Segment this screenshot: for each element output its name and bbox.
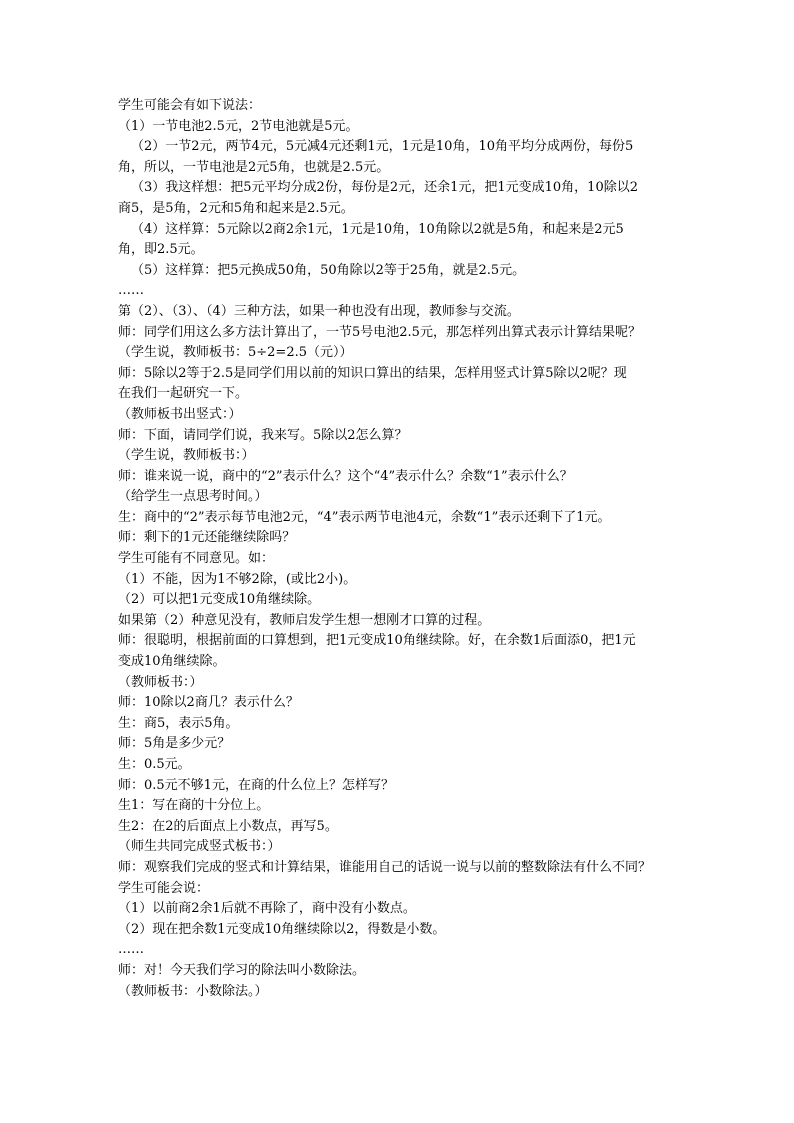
paragraph-line: 生：商中的“2”表示每节电池2元，“4”表示两节电池4元，余数“1”表示还剩下了1元。: [118, 509, 611, 525]
paragraph-line: 学生可能会有如下说法：: [118, 98, 262, 113]
paragraph-line: 师：下面，请同学们说，我来写。5除以2怎么算？: [118, 427, 408, 443]
paragraph-line: （学生说，教师板书：5÷2=2.5（元））: [118, 345, 353, 361]
paragraph-line: 学生可能有不同意见。如：: [118, 551, 275, 567]
paragraph-line: （2）一节2元，两节4元，5元减4元还剩1元，1元是10角，10角平均分成两份，每份5: [131, 139, 634, 155]
paragraph-line: 生：商5，表示5角。: [118, 715, 239, 731]
paragraph-line: （2）可以把1元变成10角继续除。: [118, 592, 321, 608]
paragraph-line: 师：观察我们完成的竖式和计算结果，谁能用自己的话说一说与以前的整数除法有什么不同？: [118, 859, 652, 875]
paragraph-line: （师生共同完成竖式板书：）: [118, 839, 281, 855]
document-page: [118, 96, 704, 1002]
paragraph-line: 在我们一起研究一下。: [118, 386, 249, 402]
paragraph-line: 师：0.5元不够1元，在商的什么位上？怎样写？: [118, 777, 394, 793]
paragraph-line: 生：0.5元。: [118, 757, 191, 772]
paragraph-line: （教师板书出竖式：）: [118, 406, 242, 422]
paragraph-line: （1）不能，因为1不够2除，(或比2小)。: [118, 571, 357, 587]
paragraph-line: 第（2）、（3）、（4）三种方法，如果一种也没有出现，教师参与交流。: [118, 303, 520, 319]
paragraph-line: （教师板书：小数除法。）: [118, 983, 268, 999]
paragraph-line: 师：同学们用这么多方法计算出了，一节5号电池2.5元，那怎样列出算式表示计算结果呢？: [118, 324, 641, 340]
paragraph-line: （给学生一点思考时间。）: [118, 489, 268, 505]
paragraph-line: （学生说，教师板书：）: [118, 448, 255, 464]
paragraph-line: （5）这样算：把5元换成50角，50角除以2等于25角，就是2.5元。: [131, 262, 526, 278]
ellipsis-line: ……: [118, 942, 144, 958]
paragraph-line: 师：10除以2商几？表示什么？: [118, 695, 299, 711]
paragraph-line: （3）我这样想：把5元平均分成2份，每份是2元，还余1元，把1元变成10角，10除以2: [131, 180, 638, 196]
paragraph-line: 师：5角是多少元？: [118, 736, 231, 752]
paragraph-line: （教师板书：）: [118, 674, 203, 690]
paragraph-line: 师：对！今天我们学习的除法叫小数除法。: [118, 962, 366, 978]
paragraph-line: （2）现在把余数1元变成10角继续除以2，得数是小数。: [118, 921, 446, 937]
paragraph-line: （4）这样算：5元除以2商2余1元，1元是10角，10角除以2就是5角，和起来是2元5: [131, 221, 624, 237]
paragraph-line: 角，即2.5元。: [118, 242, 204, 258]
paragraph-line: 生1：写在商的十分位上。: [118, 798, 270, 814]
paragraph-line: 学生可能会说：: [118, 880, 210, 896]
paragraph-line: 师：谁来说一说，商中的“2”表示什么？这个“4”表示什么？余数“1”表示什么？: [118, 468, 573, 484]
paragraph-line: 如果第（2）种意见没有，教师启发学生想一想刚才口算的过程。: [118, 612, 491, 628]
paragraph-line: 商5，是5角，2元和5角和起来是2.5元。: [118, 200, 354, 216]
paragraph-line: （1）一节电池2.5元，2节电池就是5元。: [118, 118, 359, 134]
paragraph-line: 生2：在2的后面点上小数点，再写5。: [118, 818, 338, 834]
paragraph-line: 师：5除以2等于2.5是同学们用以前的知识口算出的结果，怎样用竖式计算5除以2呢？现: [118, 365, 627, 381]
paragraph-line: 角，所以，一节电池是2元5角，也就是2.5元。: [118, 159, 390, 175]
paragraph-line: 师：很聪明，根据前面的口算想到，把1元变成10角继续除。好，在余数1后面添0，把1元: [118, 633, 636, 649]
ellipsis-line: ……: [118, 283, 144, 299]
paragraph-line: 变成10角继续除。: [118, 654, 226, 670]
paragraph-line: 师：剩下的1元还能继续除吗？: [118, 530, 296, 546]
paragraph-line: （1）以前商2余1后就不再除了，商中没有小数点。: [118, 901, 416, 917]
